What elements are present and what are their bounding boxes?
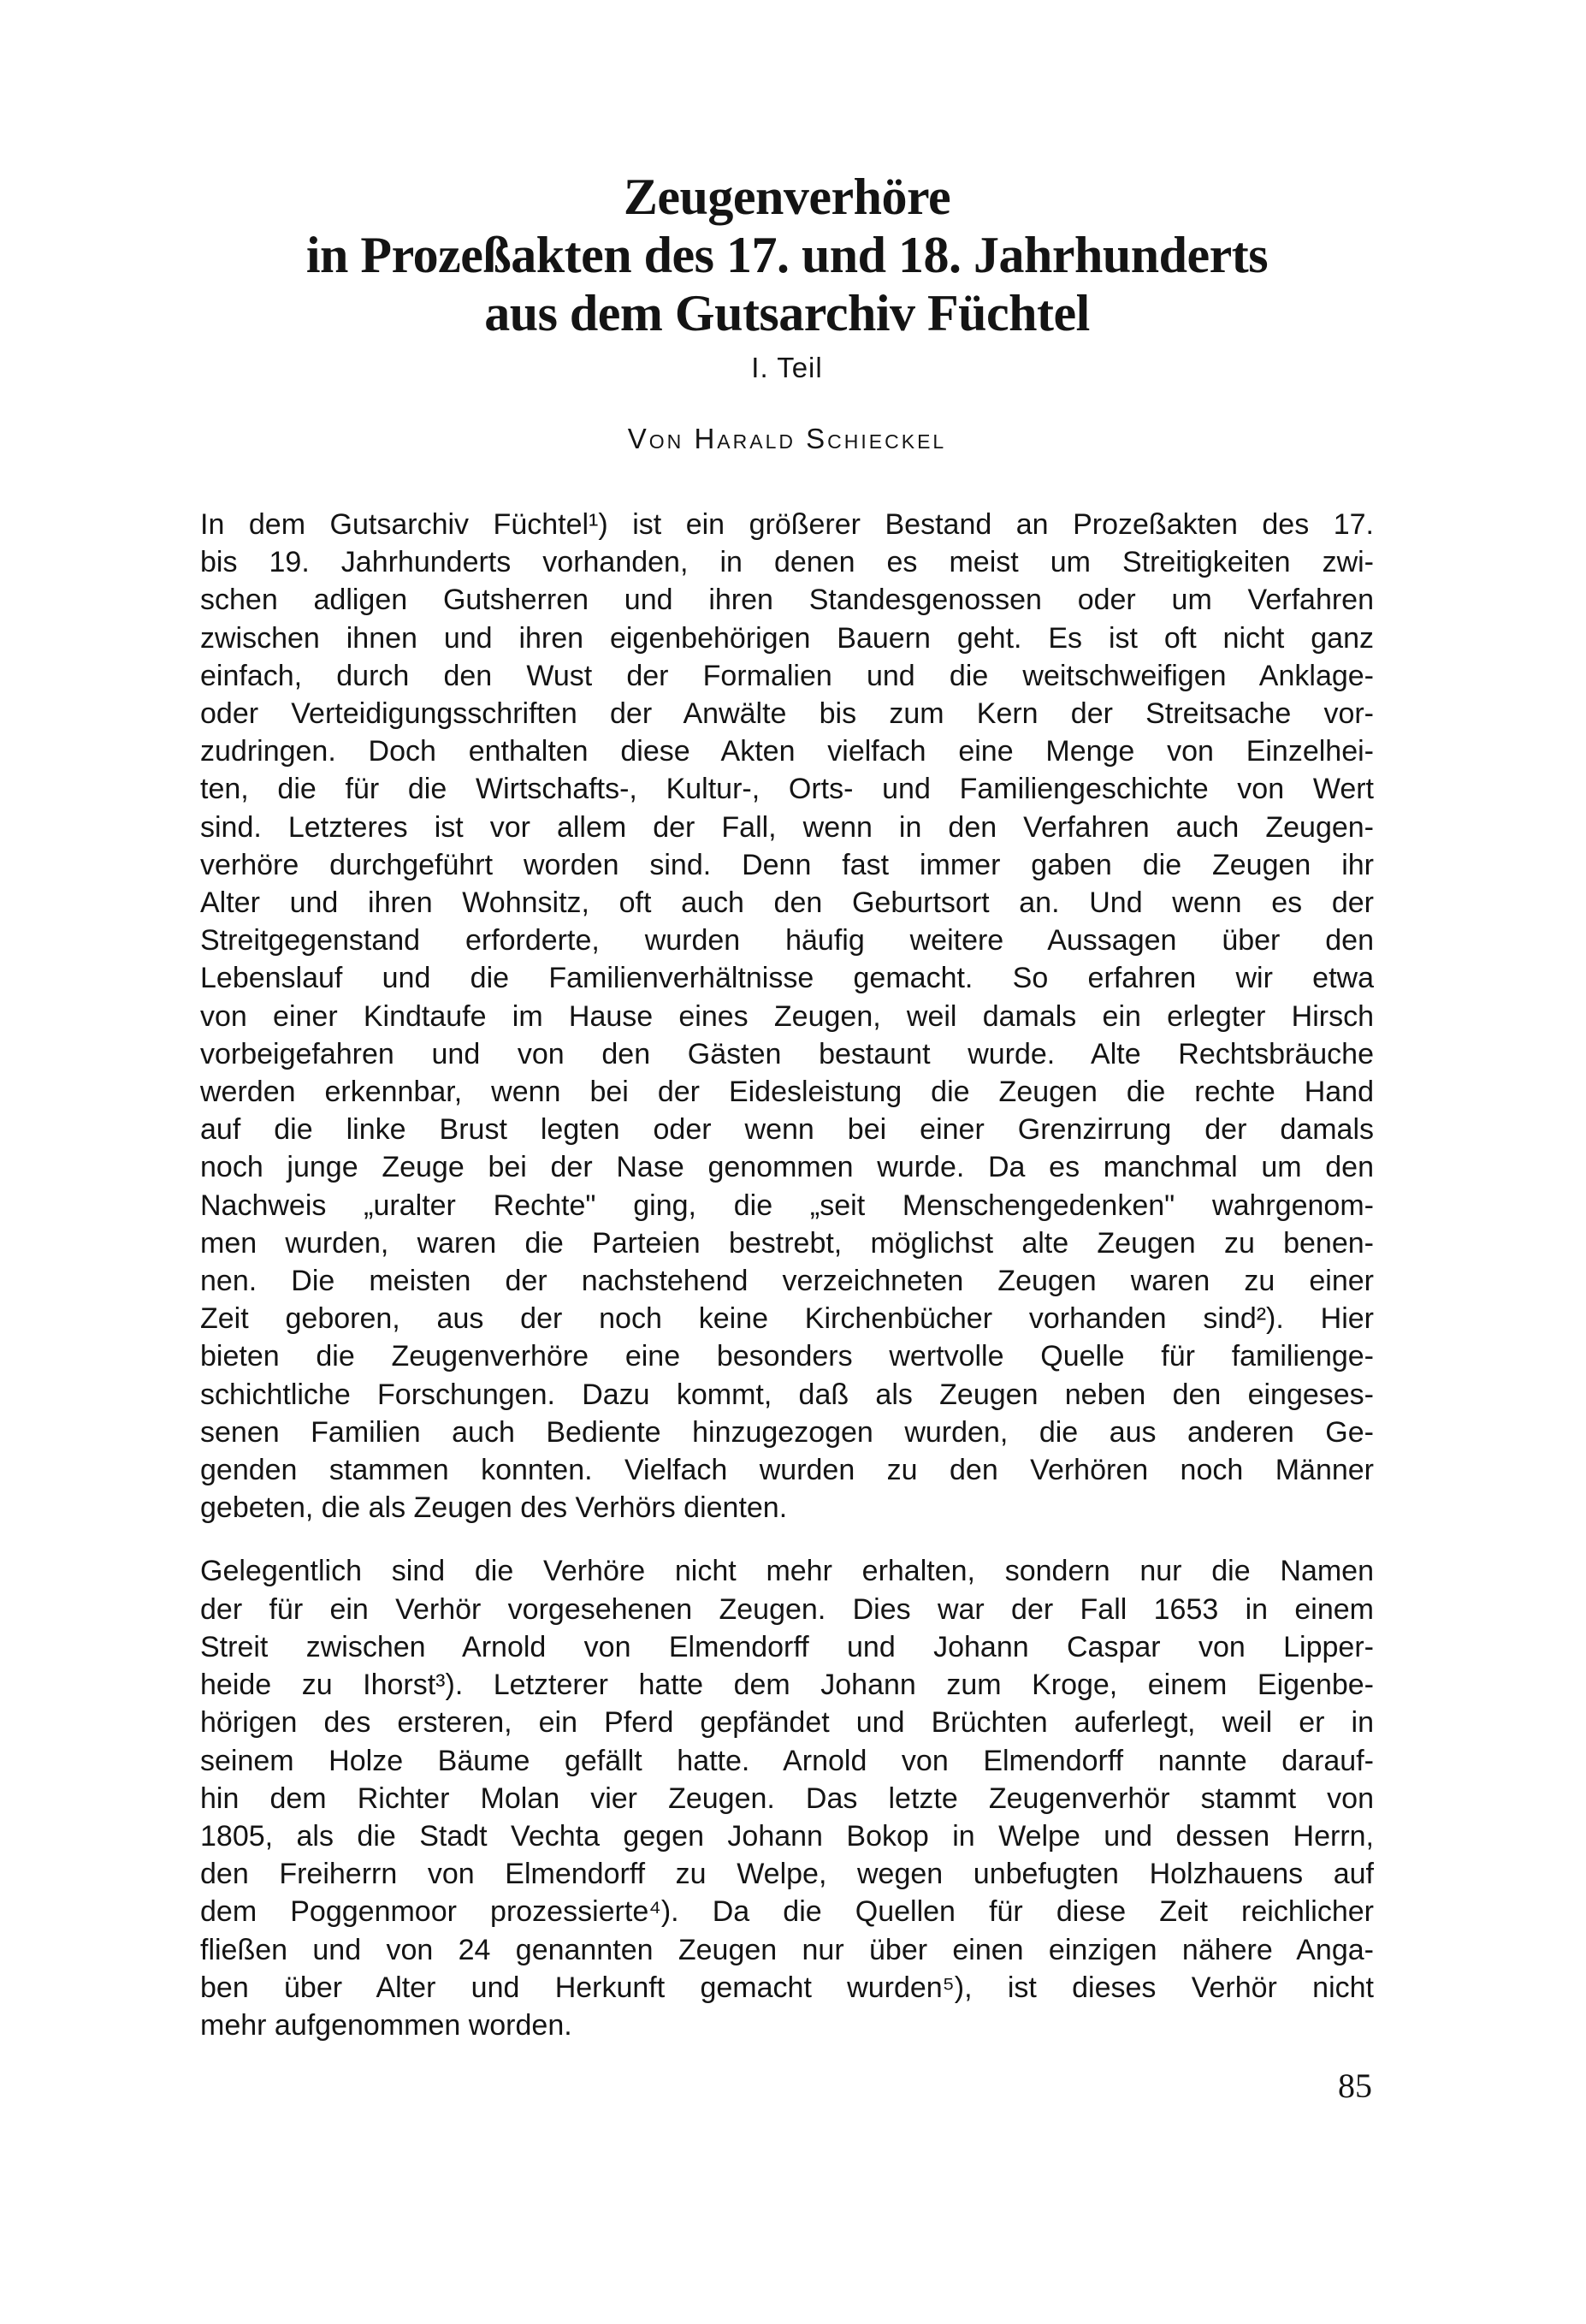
text-line: der für ein Verhör vorgesehenen Zeugen. Dies war der Fall 1653 in einem: [200, 1592, 1374, 1626]
text-line: Alter und ihren Wohnsitz, oft auch den Geburtsort an. Und wenn es der: [200, 886, 1374, 920]
text-line: zudringen. Doch enthalten diese Akten vielfach eine Menge von Einzelhei-: [200, 735, 1374, 768]
text-line: hörigen des ersteren, ein Pferd gepfändet und Brüchten auferlegt, weil er in: [200, 1706, 1374, 1740]
text-line: Gelegentlich sind die Verhöre nicht mehr erhalten, sondern nur die Namen: [200, 1555, 1374, 1588]
text-line: auf die linke Brust legten oder wenn bei einer Grenzirrung der damals: [200, 1113, 1374, 1147]
text-line: Streitgegenstand erforderte, wurden häufig weitere Aussagen über den: [200, 924, 1374, 957]
text-line: dem Poggenmoor prozessierte⁴). Da die Quellen für diese Zeit reichlicher: [200, 1895, 1374, 1929]
text-line: ten, die für die Wirtschafts-, Kultur-, Orts- und Familiengeschichte von Wert: [200, 773, 1374, 806]
text-line: verhöre durchgeführt worden sind. Denn fast immer gaben die Zeugen ihr: [200, 848, 1374, 881]
text-line: mehr aufgenommen worden.: [200, 2008, 572, 2042]
text-line: senen Familien auch Bediente hinzugezogen wurden, die aus anderen Ge-: [200, 1415, 1374, 1449]
author-byline: Von Harald Schieckel: [627, 423, 947, 454]
text-line: seinem Holze Bäume gefällt hatte. Arnold von Elmendorff nannte darauf-: [200, 1744, 1374, 1777]
paragraph: [200, 506, 1374, 1527]
text-line: werden erkennbar, wenn bei der Eidesleistung die Zeugen die rechte Hand: [200, 1076, 1374, 1109]
text-line: nen. Die meisten der nachstehend verzeichneten Zeugen waren zu einer: [200, 1265, 1374, 1298]
text-line: bis 19. Jahrhunderts vorhanden, in denen es meist um Streitigkeiten zwi-: [200, 546, 1374, 579]
paragraph: [200, 1552, 1374, 2044]
text-line: In dem Gutsarchiv Füchtel¹) ist ein größerer Bestand an Prozeßakten des 17.: [200, 508, 1374, 541]
text-line: hin dem Richter Molan vier Zeugen. Das letzte Zeugenverhör stammt von: [200, 1782, 1374, 1815]
part-label: I. Teil: [751, 352, 823, 383]
article-title: [201, 168, 1373, 387]
text-line: vorbeigefahren und von den Gästen bestaunt wurde. Alte Rechtsbräuche: [200, 1037, 1374, 1070]
text-line: sind. Letzteres ist vor allem der Fall, wenn in den Verfahren auch Zeugen-: [200, 810, 1374, 844]
text-line: Streit zwischen Arnold von Elmendorff und Johann Caspar von Lipper-: [200, 1630, 1374, 1663]
text-line: ben über Alter und Herkunft gemacht wurden⁵), ist dieses Verhör nicht: [200, 1971, 1374, 2004]
body-text: [200, 506, 1374, 2044]
page-number: 85: [1338, 2066, 1372, 2105]
text-line: schichtliche Forschungen. Dazu kommt, daß als Zeugen neben den eingeses-: [200, 1378, 1374, 1411]
text-line: gebeten, die als Zeugen des Verhörs dienten.: [200, 1491, 788, 1525]
text-line: genden stammen konnten. Vielfach wurden zu den Verhören noch Männer: [200, 1454, 1374, 1487]
text-line: einfach, durch den Wust der Formalien und die weitschweifigen Anklage-: [200, 659, 1374, 692]
text-line: men wurden, waren die Parteien bestrebt, möglichst alte Zeugen zu benen-: [200, 1226, 1374, 1260]
text-line: bieten die Zeugenverhöre eine besonders wertvolle Quelle für familienge-: [200, 1340, 1374, 1373]
text-line: schen adligen Gutsherren und ihren Standesgenossen oder um Verfahren: [200, 584, 1374, 617]
text-line: von einer Kindtaufe im Hause eines Zeugen, weil damals ein erlegter Hirsch: [200, 999, 1374, 1033]
text-line: heide zu Ihorst³). Letzterer hatte dem Johann zum Kroge, einem Eigenbe-: [200, 1669, 1374, 1702]
text-line: oder Verteidigungsschriften der Anwälte bis zum Kern der Streitsache vor-: [200, 697, 1374, 731]
text-line: den Freiherrn von Elmendorff zu Welpe, wegen unbefugten Holzhauens auf: [200, 1858, 1374, 1891]
text-line: fließen und von 24 genannten Zeugen nur über einen einzigen nähere Anga-: [200, 1933, 1374, 1966]
text-line: Nachweis „uralter Rechte" ging, die „seit Menschengedenken" wahrgenom-: [200, 1189, 1374, 1222]
title-line: aus dem Gutsarchiv Füchtel: [484, 285, 1090, 341]
text-line: 1805, als die Stadt Vechta gegen Johann Bokop in Welpe und dessen Herrn,: [200, 1819, 1374, 1853]
text-line: zwischen ihnen und ihren eigenbehörigen Bauern geht. Es ist oft nicht ganz: [200, 621, 1374, 655]
title-line: Zeugenverhöre: [623, 169, 951, 225]
text-line: noch junge Zeuge bei der Nase genommen wurde. Da es manchmal um den: [200, 1151, 1374, 1184]
text-line: Zeit geboren, aus der noch keine Kirchenbücher vorhanden sind²). Hier: [200, 1302, 1374, 1336]
text-line: Lebenslauf und die Familienverhältnisse gemacht. So erfahren wir etwa: [200, 962, 1374, 995]
title-line: in Prozeßakten des 17. und 18. Jahrhunderts: [305, 227, 1269, 283]
